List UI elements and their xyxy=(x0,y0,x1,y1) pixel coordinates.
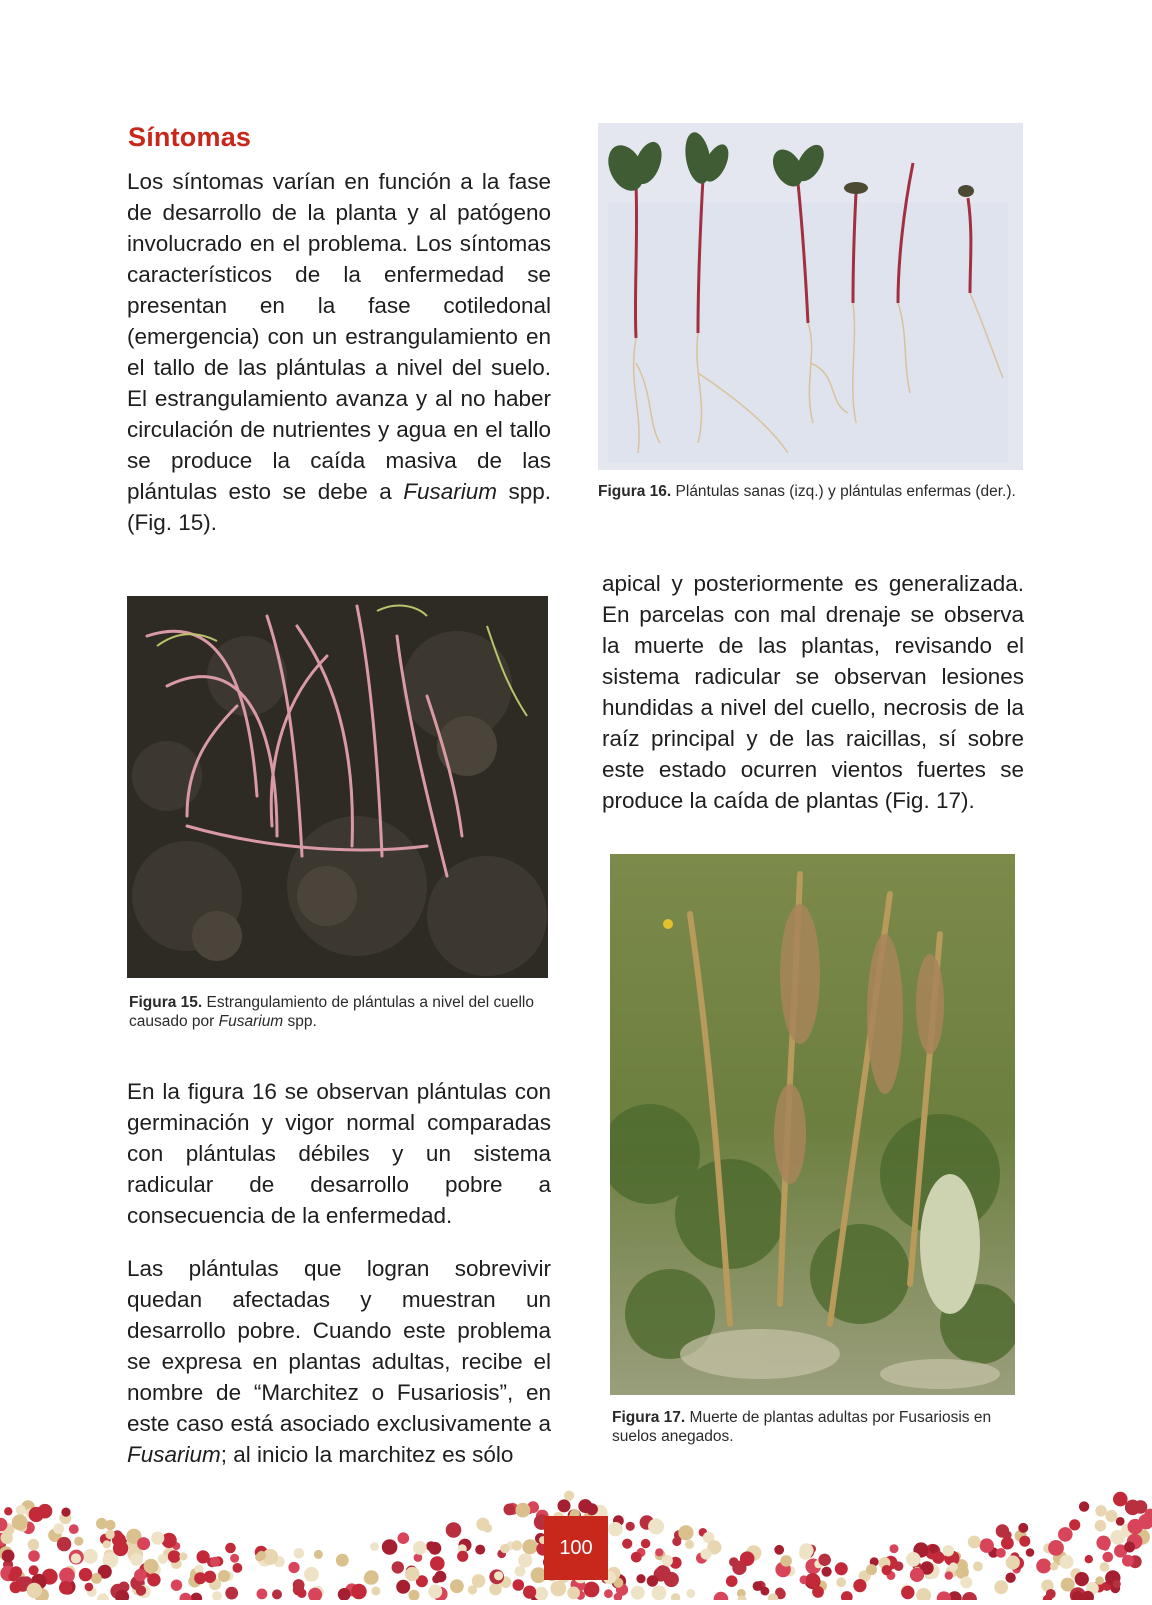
seed-decoration xyxy=(960,1576,972,1588)
seed-decoration xyxy=(652,1586,667,1601)
seed-decoration xyxy=(853,1579,866,1592)
paragraph-symptoms xyxy=(127,166,551,538)
seed-decoration xyxy=(586,1503,598,1515)
seed-decoration xyxy=(158,1554,168,1564)
seed-decoration xyxy=(489,1583,501,1595)
seed-decoration xyxy=(409,1590,420,1600)
seed-decoration xyxy=(685,1540,694,1549)
seed-decoration xyxy=(1113,1492,1128,1507)
seed-decoration xyxy=(564,1491,574,1501)
seed-decoration xyxy=(179,1552,187,1560)
seed-decoration xyxy=(1085,1555,1093,1563)
seed-decoration xyxy=(662,1555,673,1566)
seed-decoration xyxy=(1005,1573,1015,1583)
seed-decoration xyxy=(962,1592,977,1600)
seed-decoration xyxy=(494,1571,503,1580)
seed-decoration xyxy=(890,1544,899,1553)
seed-decoration xyxy=(534,1587,548,1600)
seed-decoration xyxy=(504,1504,516,1516)
seed-decoration xyxy=(1058,1527,1073,1542)
seed-decoration xyxy=(134,1569,146,1581)
paragraph-text: Las plántulas que logran sobrevivir quedan afectadas y muestran un desarrollo pobre. Cuando este problema se expresa en plantas adultas, recibe el nombre de “Marchitez o Fusariosis”, en este caso está asociado exclusivamente a xyxy=(127,1256,551,1436)
seed-decoration xyxy=(83,1549,98,1564)
seed-decoration xyxy=(257,1589,268,1600)
seed-decoration xyxy=(16,1505,26,1515)
seed-decoration xyxy=(631,1552,642,1563)
paragraph-continuation: apical y posteriormente es generalizada. En parcelas con mal drenaje se observa la muerte de las plantas, revisando el sistema radicular se observan lesiones hundidas a nivel del cuello, necrosis de la raíz principal y de las raicillas, sí sobre este estado ocurren vientos fuertes se produce la caída de plantas (Fig. 17). xyxy=(602,568,1024,816)
seed-decoration xyxy=(522,1539,537,1554)
seed-decoration xyxy=(949,1562,958,1571)
seed-decoration xyxy=(28,1539,40,1551)
seed-decoration xyxy=(218,1570,230,1582)
seed-decoration xyxy=(701,1549,712,1560)
seed-decoration xyxy=(1116,1517,1125,1526)
seed-decoration xyxy=(69,1524,79,1534)
figure-17-caption xyxy=(612,1408,1012,1446)
seed-decoration xyxy=(392,1561,404,1573)
seed-decoration xyxy=(866,1564,877,1575)
seed-decoration xyxy=(432,1575,440,1583)
seed-decoration xyxy=(294,1548,305,1559)
seed-decoration xyxy=(994,1580,1008,1594)
seed-decoration xyxy=(210,1557,220,1567)
seed-decoration xyxy=(144,1559,159,1574)
seed-decoration xyxy=(396,1580,410,1594)
seed-decoration xyxy=(225,1587,238,1600)
seed-decoration xyxy=(1100,1562,1110,1572)
seed-decoration xyxy=(405,1567,419,1581)
seed-decoration xyxy=(631,1586,645,1600)
seed-decoration xyxy=(1019,1536,1030,1547)
seed-decoration xyxy=(943,1545,954,1556)
seed-decoration xyxy=(672,1537,681,1546)
seed-decoration xyxy=(230,1554,239,1563)
seed-decoration xyxy=(105,1530,114,1539)
seed-decoration xyxy=(929,1544,938,1553)
seed-decoration xyxy=(1113,1580,1121,1588)
seed-decoration xyxy=(836,1577,846,1587)
seed-decoration xyxy=(1001,1537,1014,1550)
seed-decoration xyxy=(272,1589,282,1599)
seed-decoration xyxy=(1124,1542,1135,1553)
seed-decoration xyxy=(398,1532,410,1544)
seed-decoration xyxy=(1125,1500,1141,1516)
seed-decoration xyxy=(233,1563,243,1573)
seed-decoration xyxy=(567,1587,580,1600)
seed-decoration xyxy=(29,1565,39,1575)
seed-decoration xyxy=(225,1543,236,1554)
caption-text: Muerte de plantas adultas por Fusariosis en suelos anegados. xyxy=(612,1409,991,1445)
section-heading: Síntomas xyxy=(128,122,251,153)
seed-decoration xyxy=(996,1524,1009,1537)
seed-decoration xyxy=(655,1548,663,1556)
seed-decoration xyxy=(91,1573,102,1584)
seed-decoration xyxy=(726,1575,738,1587)
seed-decoration xyxy=(671,1593,680,1600)
seed-decoration xyxy=(194,1572,206,1584)
caption-label: Figura 17. xyxy=(612,1409,685,1426)
paragraph-text-end: spp. (Fig. 15). xyxy=(127,479,551,535)
seed-decoration xyxy=(648,1519,664,1535)
seed-decoration xyxy=(364,1570,378,1584)
seed-decoration xyxy=(171,1580,182,1591)
seed-decoration xyxy=(822,1567,832,1577)
seed-decoration xyxy=(212,1591,222,1600)
seed-decoration xyxy=(194,1565,203,1574)
seed-decoration xyxy=(428,1585,442,1599)
seed-decoration xyxy=(641,1539,650,1548)
seed-decoration xyxy=(370,1542,379,1551)
seed-decoration xyxy=(500,1544,509,1553)
caption-label: Figura 15. xyxy=(129,994,202,1011)
seed-decoration xyxy=(678,1525,693,1540)
caption-italic: Fusarium xyxy=(219,1013,284,1030)
seed-decoration xyxy=(584,1582,600,1598)
seed-decoration xyxy=(916,1588,931,1600)
seed-decoration xyxy=(1103,1552,1114,1563)
seed-decoration xyxy=(910,1568,924,1582)
seed-decoration xyxy=(105,1520,115,1530)
caption-text-end: spp. xyxy=(283,1013,317,1030)
figure-15-photo xyxy=(127,596,548,978)
seed-decoration xyxy=(382,1539,398,1555)
seed-decoration xyxy=(10,1581,22,1593)
seed-decoration xyxy=(257,1551,266,1560)
seed-decoration xyxy=(103,1540,111,1548)
seed-decoration xyxy=(1110,1530,1125,1545)
caption-label: Figura 16. xyxy=(598,483,671,500)
caption-text: Estrangulamiento de plántulas a nivel del cuello causado por xyxy=(129,994,534,1030)
seed-decoration xyxy=(27,1583,42,1598)
seed-decoration xyxy=(113,1541,128,1556)
seed-decoration xyxy=(774,1545,784,1555)
seed-decoration xyxy=(430,1556,445,1571)
paragraph-figure16: En la figura 16 se observan plántulas con germinación y vigor normal comparadas con plántulas débiles y un sistema radicular de desarrollo pobre a consecuencia de la enfermedad. xyxy=(127,1076,551,1231)
seed-decoration xyxy=(12,1514,28,1530)
seed-decoration xyxy=(1096,1536,1110,1550)
seed-decoration xyxy=(516,1503,531,1518)
seed-decoration xyxy=(10,1566,22,1578)
seed-decoration xyxy=(191,1593,203,1600)
seed-decoration xyxy=(1069,1519,1080,1530)
seed-decoration xyxy=(450,1579,464,1593)
seed-decoration xyxy=(1095,1505,1106,1516)
seed-decoration xyxy=(85,1583,94,1592)
seed-decoration xyxy=(1050,1562,1058,1570)
paragraph-text-end: ; al inicio la marchitez es sólo xyxy=(221,1442,514,1467)
seed-decoration xyxy=(780,1555,792,1567)
paragraph-text: Los síntomas varían en función a la fase de desarrollo de la planta y al patógeno involucrado en el problema. Los síntomas característicos de la enfermedad se presentan en la fase cotiledonal (emergencia) con un estrangulamiento en el tallo de las plántulas a nivel del suelo. El estrangulamiento avanza y al no haber circulación de nutrientes y agua en el tallo se produce la caída masiva de las plántulas esto se debe a xyxy=(127,169,551,504)
seed-decoration xyxy=(1122,1555,1134,1567)
seed-decoration xyxy=(1079,1501,1089,1511)
seed-decoration xyxy=(57,1537,71,1551)
seed-decoration xyxy=(835,1562,848,1575)
seed-decoration xyxy=(457,1551,468,1562)
seed-decoration xyxy=(446,1522,462,1538)
seed-decoration xyxy=(626,1522,635,1531)
seed-decoration xyxy=(523,1586,536,1599)
seed-decoration xyxy=(740,1551,755,1566)
seed-decoration xyxy=(476,1518,489,1531)
seed-decoration xyxy=(1018,1523,1028,1533)
figure-17-photo xyxy=(610,854,1015,1395)
seed-decoration xyxy=(180,1593,192,1600)
seed-decoration xyxy=(1026,1548,1035,1557)
seed-decoration xyxy=(1105,1510,1117,1522)
seed-decoration xyxy=(714,1592,729,1600)
seed-decoration xyxy=(413,1541,427,1555)
seed-decoration xyxy=(558,1499,571,1512)
seed-decoration xyxy=(1095,1520,1107,1532)
seed-decoration xyxy=(906,1552,921,1567)
seed-decoration xyxy=(818,1554,830,1566)
seed-decoration xyxy=(288,1562,299,1573)
seed-decoration xyxy=(882,1565,892,1575)
seed-decoration xyxy=(1,1532,13,1544)
paragraph-italic: Fusarium xyxy=(403,479,497,504)
seed-decoration xyxy=(901,1586,914,1599)
seed-decoration xyxy=(753,1581,763,1591)
seed-decoration xyxy=(79,1568,92,1581)
seed-decoration xyxy=(336,1554,349,1567)
seed-decoration xyxy=(53,1523,64,1534)
seed-decoration xyxy=(168,1550,181,1563)
seed-decoration xyxy=(1095,1576,1104,1585)
seed-decoration xyxy=(968,1536,981,1549)
seed-decoration xyxy=(59,1568,75,1584)
seed-decoration xyxy=(314,1550,323,1559)
seed-decoration xyxy=(147,1573,160,1586)
seed-decoration xyxy=(1006,1555,1020,1569)
seed-decoration xyxy=(59,1581,72,1594)
seed-decoration xyxy=(74,1537,83,1546)
seed-decoration xyxy=(608,1522,622,1536)
seed-decoration xyxy=(515,1566,526,1577)
seed-decoration xyxy=(1075,1572,1089,1586)
figure-15-caption xyxy=(129,993,549,1031)
seed-decoration xyxy=(351,1584,367,1600)
seed-decoration xyxy=(686,1589,695,1598)
seed-decoration xyxy=(2,1550,15,1563)
seed-decoration xyxy=(371,1587,380,1596)
seed-decoration xyxy=(996,1548,1006,1558)
seed-decoration xyxy=(980,1538,994,1552)
paragraph-survivors xyxy=(127,1253,551,1470)
seed-decoration xyxy=(97,1593,109,1600)
seed-decoration xyxy=(647,1575,658,1586)
seed-decoration xyxy=(4,1507,12,1515)
seed-decoration xyxy=(622,1539,632,1549)
seed-decoration xyxy=(151,1532,164,1545)
seed-decoration xyxy=(475,1545,485,1555)
seed-decoration xyxy=(973,1562,983,1572)
seed-decoration xyxy=(799,1543,813,1557)
seed-decoration xyxy=(130,1553,143,1566)
figure-16-photo xyxy=(598,123,1023,470)
seed-decoration xyxy=(812,1586,824,1598)
paragraph-italic: Fusarium xyxy=(127,1442,221,1467)
page-number: 100 xyxy=(544,1516,608,1580)
seed-decoration xyxy=(61,1508,70,1517)
seed-decoration xyxy=(512,1540,522,1550)
seed-decoration xyxy=(1036,1559,1051,1574)
seed-decoration xyxy=(636,1574,645,1583)
seed-decoration xyxy=(136,1585,146,1595)
seed-decoration xyxy=(604,1589,613,1598)
seed-decoration xyxy=(945,1571,953,1579)
seed-decoration xyxy=(137,1537,150,1550)
seed-decoration xyxy=(468,1585,477,1594)
seed-decoration xyxy=(841,1591,853,1600)
seed-decoration xyxy=(429,1542,442,1555)
seed-decoration xyxy=(1048,1540,1064,1556)
seed-decoration xyxy=(304,1567,319,1582)
seed-decoration xyxy=(518,1553,532,1567)
seed-decoration xyxy=(1060,1555,1074,1569)
figure-16-caption xyxy=(598,482,1023,501)
seed-decoration xyxy=(513,1579,525,1591)
seed-decoration xyxy=(28,1550,40,1562)
seed-decoration xyxy=(937,1591,951,1600)
seed-decoration xyxy=(71,1553,81,1563)
seed-decoration xyxy=(297,1589,306,1598)
seed-decoration xyxy=(197,1550,210,1563)
seed-decoration xyxy=(806,1573,820,1587)
seed-decoration xyxy=(38,1504,53,1519)
caption-text: Plántulas sanas (izq.) y plántulas enfermas (der.). xyxy=(676,483,1016,500)
